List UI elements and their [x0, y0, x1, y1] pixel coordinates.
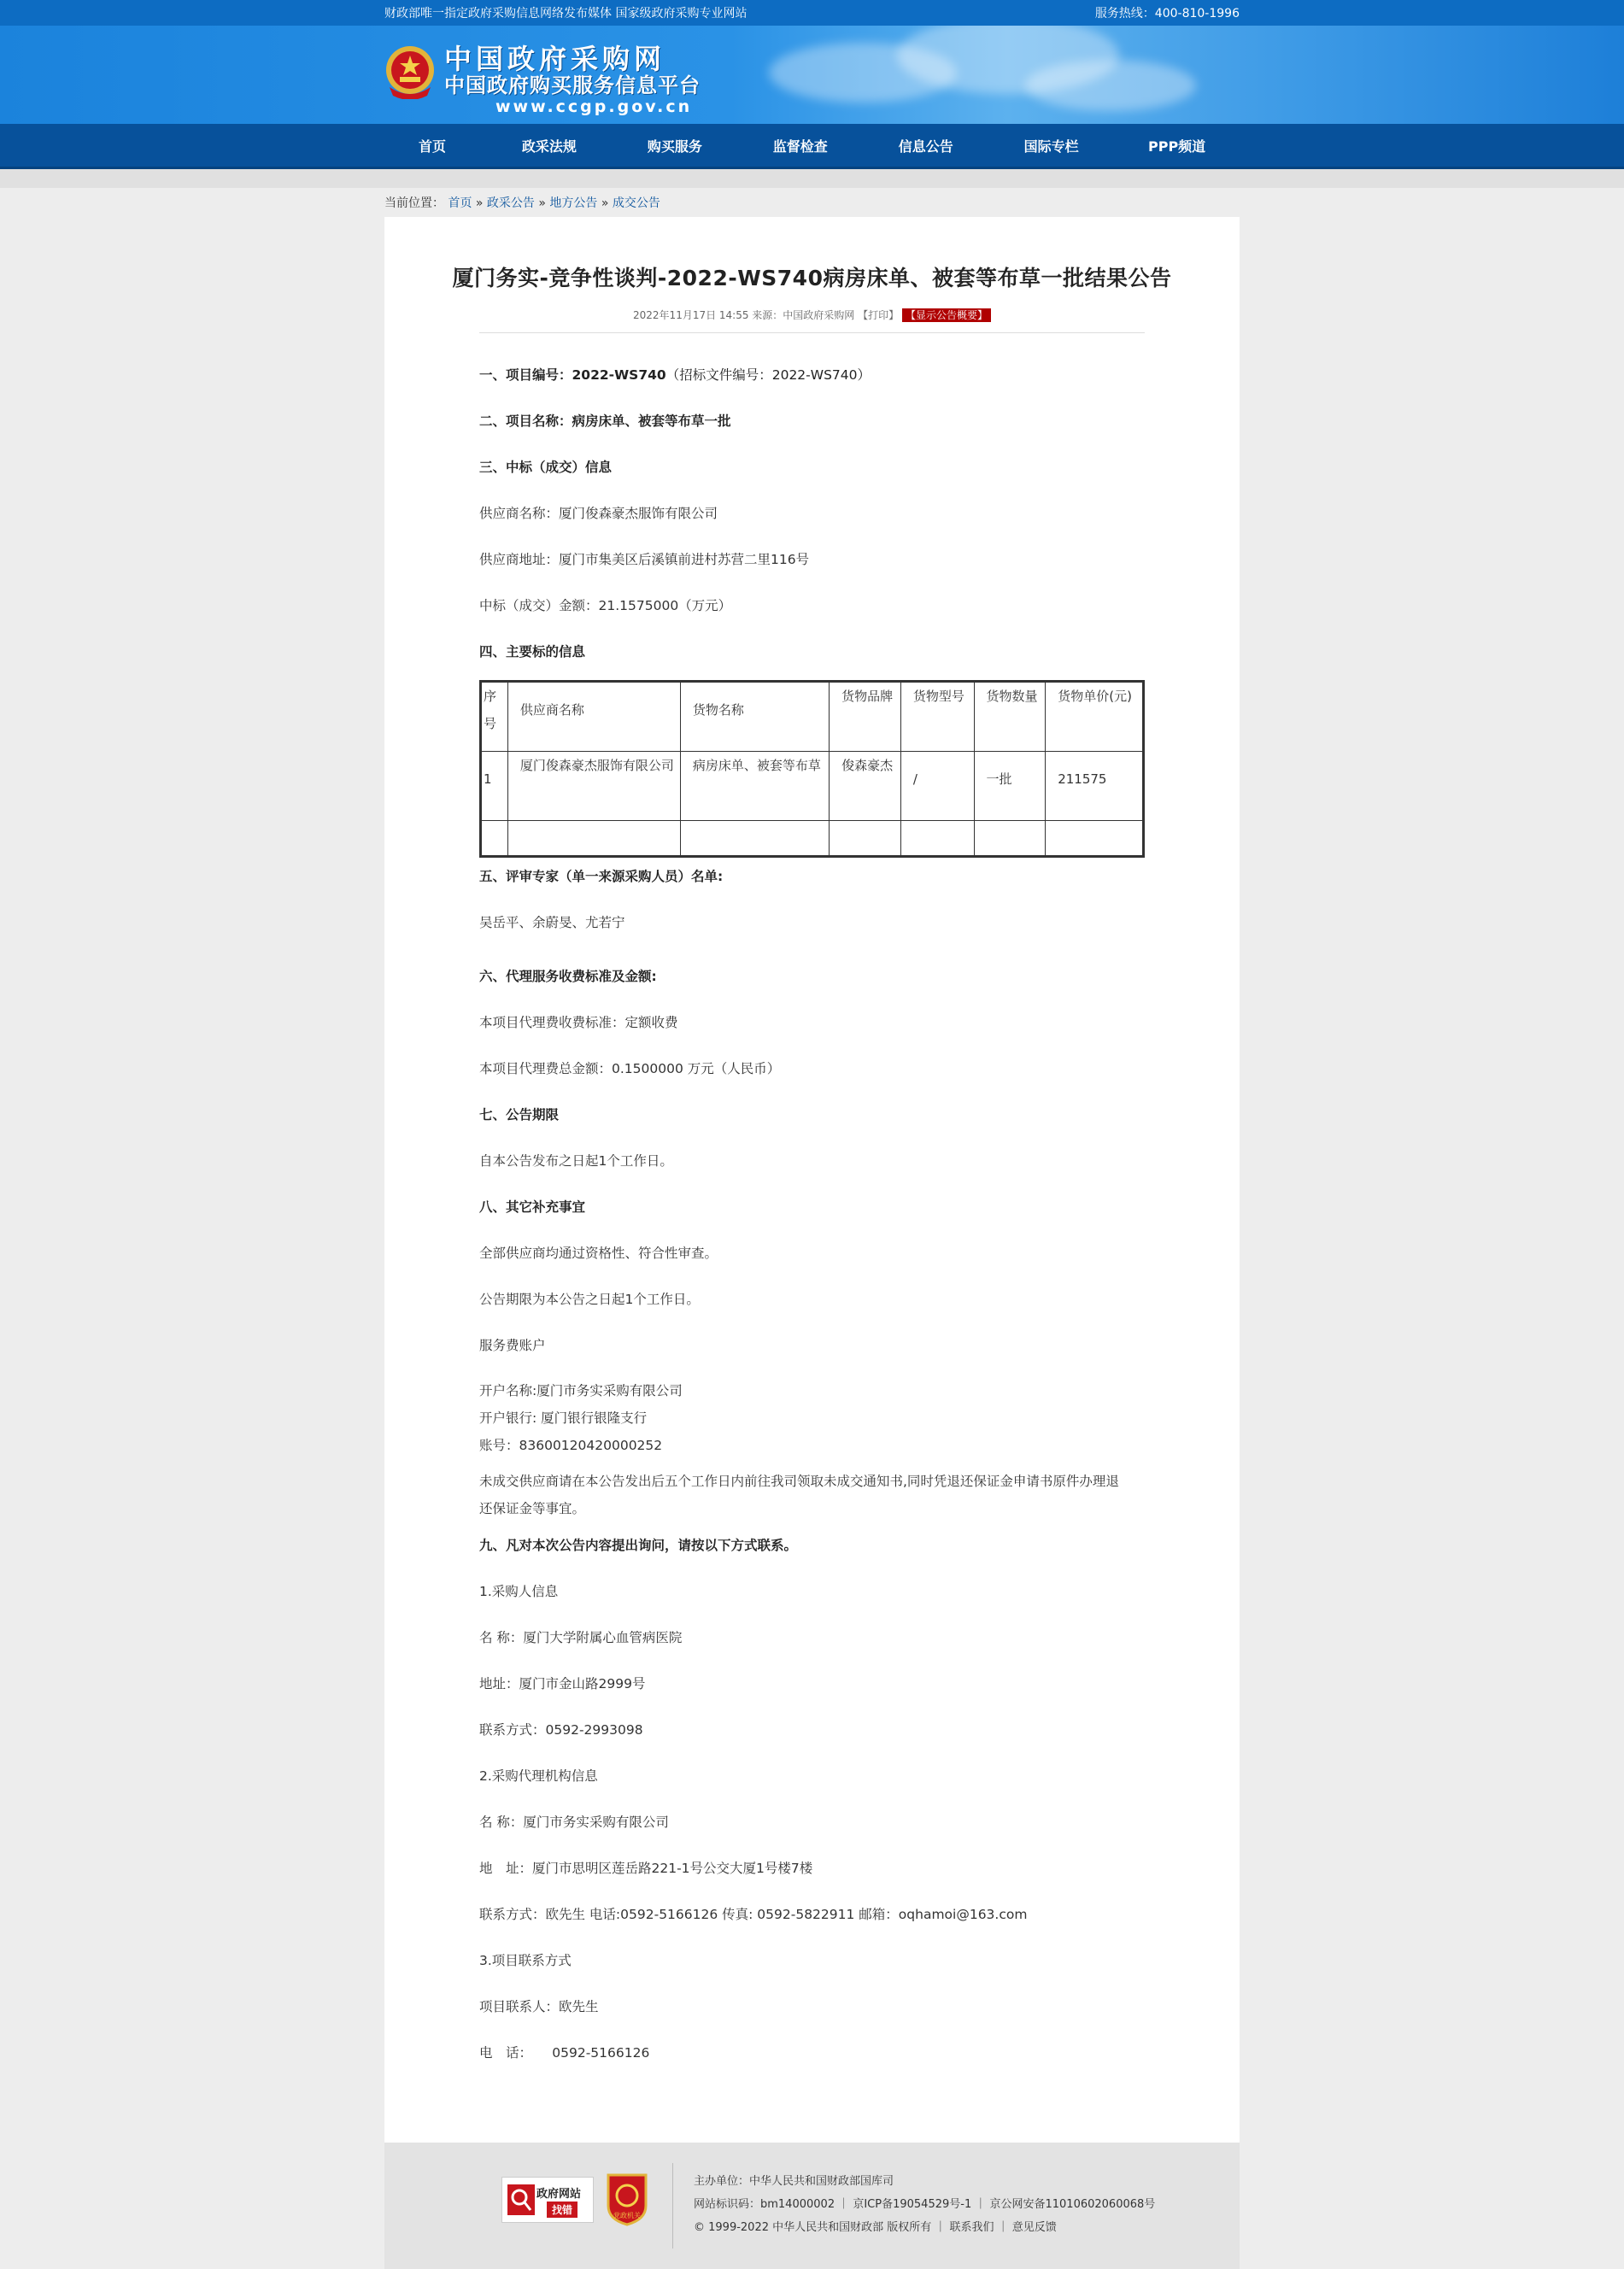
- purchaser-phone: 联系方式：0592-2993098: [479, 1722, 643, 1738]
- supplier-name: 供应商名称：厦门俊森豪杰服饰有限公司: [479, 506, 718, 521]
- agency-title: 2.采购代理机构信息: [479, 1768, 598, 1784]
- gov-site-error-badge[interactable]: [501, 2177, 594, 2223]
- header-cell: 货物品牌: [830, 682, 901, 752]
- footer-ids: 网站标识码：bm14000002 ｜ 京ICP备19054529号-1 ｜ 京公网安备11010602060068号: [694, 2198, 1156, 2211]
- extra-text-2: 公告期限为本公告之日起1个工作日。: [479, 1292, 700, 1307]
- table-header-row: [481, 682, 1144, 752]
- national-emblem-icon: [384, 44, 436, 99]
- notice-line-2: 还保证金等事宜。: [479, 1501, 586, 1516]
- table-row: [481, 752, 1144, 821]
- nav-home[interactable]: 首页: [419, 138, 447, 155]
- table-cell: 厦门俊森豪杰服饰有限公司: [507, 752, 680, 821]
- table-cell: 211575: [1046, 752, 1144, 821]
- footer-copyright[interactable]: © 1999-2022 中华人民共和国财政部 版权所有 ｜ 联系我们 ｜ 意见反馈: [694, 2221, 1057, 2234]
- top-bar: [0, 0, 1624, 26]
- section-period: 七、公告期限: [479, 1107, 560, 1123]
- period-text: 自本公告发布之日起1个工作日。: [479, 1153, 673, 1169]
- logo-url: www.ccgp.gov.cn: [495, 97, 693, 116]
- agency-name: 名 称：厦门市务实采购有限公司: [479, 1815, 669, 1830]
- project-contact-phone: 电 话： 0592-5166126: [479, 2045, 650, 2061]
- logo-subtitle: 中国政府购买服务信息平台: [444, 73, 701, 97]
- nav-regulations[interactable]: 政采法规: [521, 138, 577, 155]
- breadcrumb-prefix: 当前位置：: [384, 196, 444, 210]
- fee-total: 本项目代理费总金额：0.1500000 万元（人民币）: [479, 1061, 781, 1076]
- account-number: 账号：83600120420000252: [479, 1438, 663, 1453]
- show-summary-button[interactable]: 【显示公告概要】: [902, 308, 991, 322]
- article-title: 厦门务实-竞争性谈判-2022-WS740病房床单、被套等布草一批结果公告: [452, 266, 1172, 290]
- project-contact-person: 项目联系人：欧先生: [479, 1999, 599, 2014]
- account-name: 开户名称:厦门市务实采购有限公司: [479, 1383, 683, 1398]
- header-cell: 供应商名称: [507, 682, 680, 752]
- site-slogan: 财政部唯一指定政府采购信息网络发布媒体 国家级政府采购专业网站: [384, 7, 748, 21]
- header-cell: 货物型号: [900, 682, 974, 752]
- header-cell: 货物单价(元): [1046, 682, 1144, 752]
- breadcrumb-home[interactable]: 首页: [448, 196, 472, 210]
- table-cell: 俊森豪杰: [830, 752, 901, 821]
- section-project-code: 一、项目编号：2022-WS740（招标文件编号：2022-WS740）: [479, 367, 871, 383]
- magnifier-icon: [507, 2184, 535, 2215]
- agency-contact: 联系方式：欧先生 电话:0592-5166126 传真: 0592-5822911 邮箱：oqhamoi@163.com: [479, 1907, 1028, 1922]
- section-project-name: 二、项目名称：病房床单、被套等布草一批: [479, 413, 731, 429]
- article-content: [479, 333, 1145, 2076]
- badge-top-text: 政府网站: [536, 2188, 582, 2201]
- header-cell: 货物数量: [974, 682, 1046, 752]
- account-bank: 开户银行: 厦门银行银隆支行: [479, 1410, 648, 1426]
- table-cell: 1: [481, 752, 508, 821]
- header-cell: 货物名称: [680, 682, 829, 752]
- nav-supervision[interactable]: 监督检查: [772, 138, 828, 155]
- nav-international[interactable]: 国际专栏: [1023, 138, 1079, 155]
- project-contact-title: 3.项目联系方式: [479, 1953, 572, 1968]
- nav-ppp[interactable]: PPP频道: [1147, 138, 1206, 155]
- table-cell: 一批: [974, 752, 1046, 821]
- items-table: [479, 680, 1145, 858]
- purchaser-title: 1.采购人信息: [479, 1584, 559, 1599]
- purchaser-address: 地址：厦门市金山路2999号: [479, 1676, 646, 1691]
- header-cell: 序号: [481, 682, 508, 752]
- purchaser-name: 名 称：厦门大学附属心血管病医院: [479, 1630, 683, 1645]
- breadcrumb-deal[interactable]: 成交公告: [612, 196, 660, 210]
- award-amount: 中标（成交）金额：21.1575000（万元）: [479, 598, 732, 613]
- experts-list: 吴岳平、余蔚旻、尤若宁: [479, 915, 625, 930]
- article: [384, 217, 1240, 2143]
- breadcrumb-announcements[interactable]: 政采公告: [486, 196, 535, 210]
- footer-info: [694, 2170, 1155, 2239]
- svg-text:党政机关: 党政机关: [613, 2212, 641, 2219]
- extra-text-1: 全部供应商均通过资格性、符合性审查。: [479, 1246, 718, 1261]
- site-footer: [384, 2143, 1240, 2269]
- table-row-empty: [481, 821, 1144, 857]
- badge-bottom-text: 找错: [547, 2202, 577, 2218]
- service-hotline: 服务热线：400-810-1996: [1094, 7, 1240, 21]
- site-banner: [0, 26, 1624, 124]
- notice-line-1: 未成交供应商请在本公告发出后五个工作日内前往我司领取未成交通知书,同时凭退还保证金申请书原件办理退: [479, 1474, 1119, 1489]
- section-agency-fee: 六、代理服务收费标准及金额:: [479, 969, 657, 984]
- article-date-source: 2022年11月17日 14:55 来源：中国政府采购网 【打印】: [633, 309, 900, 321]
- fee-standard: 本项目代理费收费标准：定额收费: [479, 1015, 678, 1030]
- breadcrumb: 当前位置： 首页 » 政采公告 » 地方公告 » 成交公告: [384, 196, 660, 210]
- section-main-items: 四、主要标的信息: [479, 644, 586, 660]
- logo-title: 中国政府采购网: [444, 43, 666, 75]
- section-experts: 五、评审专家（单一来源采购人员）名单:: [479, 869, 724, 884]
- article-meta: [384, 308, 1240, 322]
- agency-address: 地 址：厦门市思明区莲岳路221-1号公交大厦1号楼7楼: [479, 1861, 813, 1876]
- nav-shadow-band: [0, 169, 1624, 188]
- party-gov-badge-icon[interactable]: [605, 2172, 649, 2226]
- breadcrumb-local[interactable]: 地方公告: [549, 196, 598, 210]
- section-contacts: 九、凡对本次公告内容提出询问，请按以下方式联系。: [479, 1538, 798, 1553]
- nav-purchase-services[interactable]: 购买服务: [647, 138, 702, 155]
- footer-divider: [672, 2163, 673, 2248]
- nav-announcements[interactable]: 信息公告: [898, 138, 953, 155]
- supplier-address: 供应商地址：厦门市集美区后溪镇前进村苏营二里116号: [479, 552, 810, 567]
- footer-host: 主办单位：中华人民共和国财政部国库司: [694, 2175, 894, 2188]
- table-cell: /: [900, 752, 974, 821]
- account-title: 服务费账户: [479, 1338, 546, 1353]
- site-logo[interactable]: [444, 44, 701, 116]
- main-nav: [0, 124, 1624, 169]
- section-award-info: 三、中标（成交）信息: [479, 460, 613, 475]
- table-cell: 病房床单、被套等布草: [680, 752, 829, 821]
- section-extra: 八、其它补充事宜: [479, 1199, 586, 1215]
